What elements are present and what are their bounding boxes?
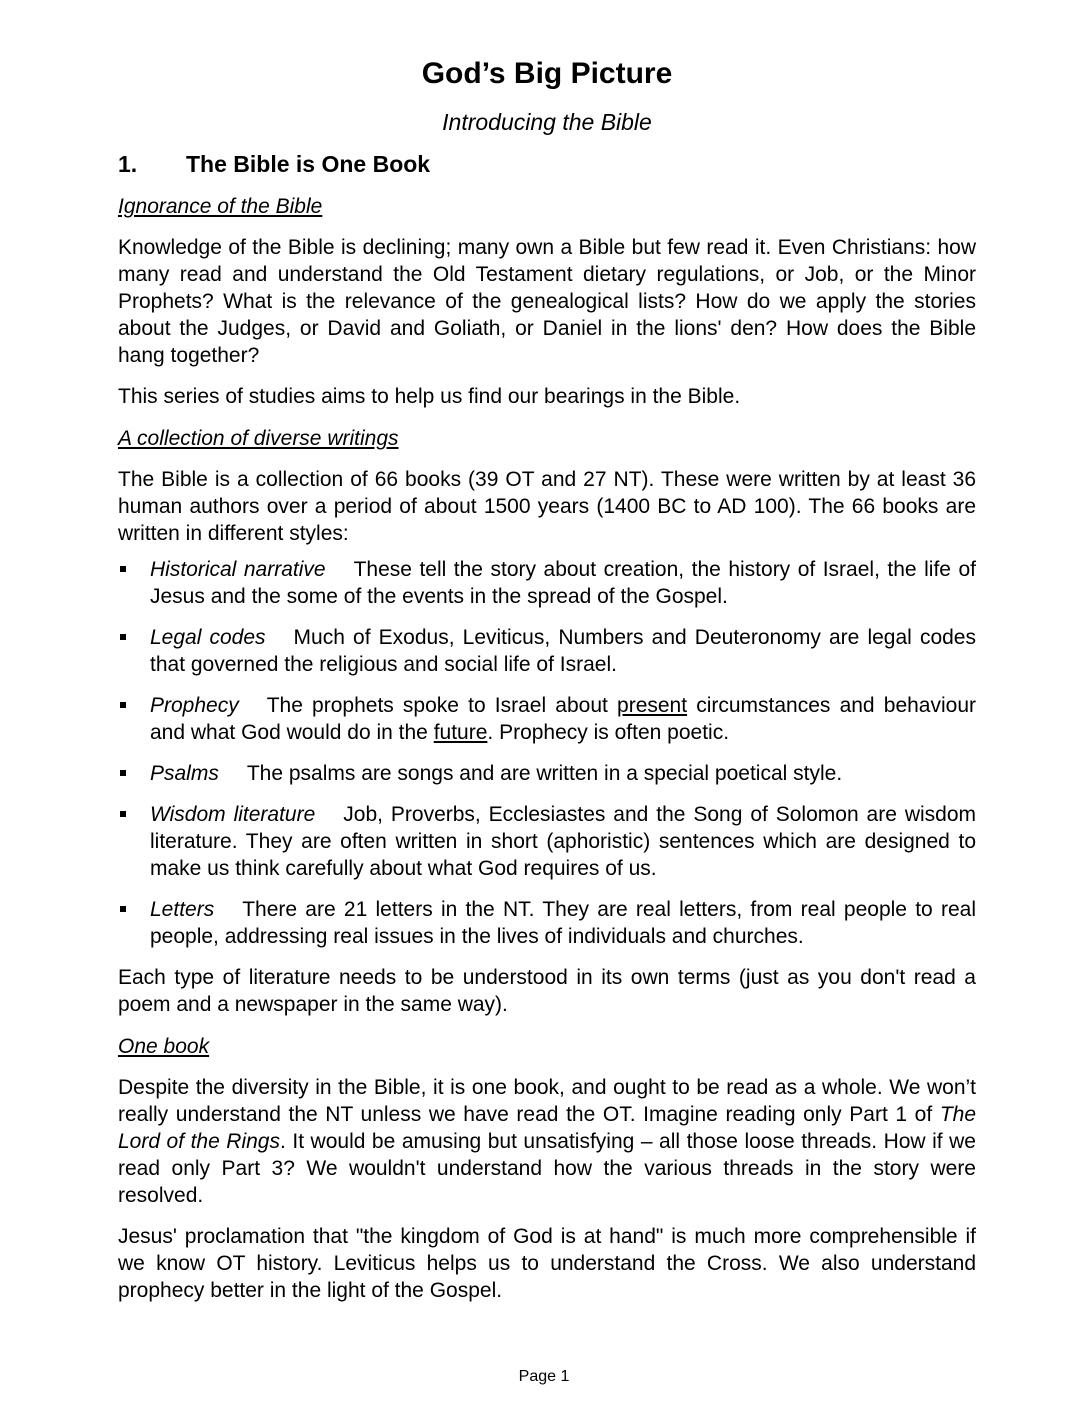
- list-item-psalms: [118, 760, 976, 787]
- paragraph-kingdom: Jesus' proclamation that "the kingdom of God is at hand" is much more comprehensible if we know OT history. Leviticus helps us to understand the Cross. We also understand prophecy better in the light of the Gospel.: [118, 1225, 976, 1302]
- document-page: [118, 48, 976, 1304]
- list-item-text: These tell the story about creation, the history of Israel, the life of Jesus and the some of the events in the spread of the Gospel.: [150, 558, 976, 608]
- list-item-text: The psalms are songs and are written in a special poetical style.: [246, 762, 843, 785]
- list-item-wisdom: [118, 801, 976, 882]
- list-item-term: Historical narrative: [150, 558, 326, 581]
- section-title: The Bible is One Book: [186, 151, 431, 177]
- bullet-square-icon: [120, 702, 126, 708]
- literature-types-list: [118, 556, 976, 950]
- document-subtitle: Introducing the Bible: [442, 109, 652, 135]
- paragraph-text: Despite the diversity in the Bible, it is one book, and ought to be read as a whole. We won’t really understand the NT unless we have read the OT. Imagine reading only Part 1 of: [118, 1076, 976, 1126]
- bullet-square-icon: [120, 811, 126, 817]
- list-item-prophecy: [118, 692, 976, 746]
- section-heading: [118, 150, 976, 178]
- book-title-italic: The Lord of the Rings: [118, 1103, 976, 1153]
- paragraph-ignorance: Knowledge of the Bible is declining; many own a Bible but few read it. Even Christians: how many read and understand the Old Testament dietary regulations, or Job, or the Minor Prophets? What is the relevance of the genealogical lists? How do we apply the stories about the Judges, or David and Goliath, or Daniel in the lions' den? How does the Bible hang together?: [118, 236, 976, 367]
- list-item-text: There are 21 letters in the NT. They are real letters, from real people to real people, addressing real issues in the lives of individuals and churches.: [150, 898, 976, 948]
- document-title: God’s Big Picture: [421, 57, 673, 90]
- paragraph-text: . It would be amusing but unsatisfying – all those loose threads. How if we read only Part 3? We wouldn't understand how the various threads in the story were resolved.: [118, 1130, 976, 1207]
- section-number: 1.: [118, 151, 138, 177]
- list-item-text: . Prophecy is often poetic.: [487, 721, 730, 744]
- list-item-term: Legal codes: [150, 626, 266, 649]
- bullet-square-icon: [120, 634, 126, 640]
- list-item-letters: [118, 896, 976, 950]
- list-item-term: Prophecy: [150, 694, 239, 717]
- bullet-square-icon: [120, 566, 126, 572]
- list-item-legal: [118, 624, 976, 678]
- list-item-term: Letters: [150, 898, 215, 921]
- list-item-historical: [118, 556, 976, 610]
- paragraph-one-book: [118, 1074, 976, 1209]
- page-number: Page 1: [518, 1368, 570, 1385]
- paragraph-literature-terms: Each type of literature needs to be understood in its own terms (just as you don't read a poem and a newspaper in the same way).: [118, 966, 976, 1016]
- subheading-one-book: One book: [118, 1035, 210, 1058]
- list-item-text: The prophets spoke to Israel about: [266, 694, 618, 717]
- underlined-word-present: present: [617, 694, 688, 717]
- list-item-text: Job, Proverbs, Ecclesiastes and the Song of Solomon are wisdom literature. They are often written in short (aphoristic) sentences which are designed to make us think carefully about what God requires of us.: [150, 803, 976, 880]
- list-item-text: Much of Exodus, Leviticus, Numbers and Deuteronomy are legal codes that governed the religious and social life of Israel.: [150, 626, 976, 676]
- list-item-term: Wisdom literature: [150, 803, 316, 826]
- subheading-ignorance: Ignorance of the Bible: [118, 195, 323, 218]
- list-item-term: Psalms: [150, 762, 219, 785]
- bullet-square-icon: [120, 770, 126, 776]
- paragraph-collection: The Bible is a collection of 66 books (39 OT and 27 NT). These were written by at least 36 human authors over a period of about 1500 years (1400 BC to AD 100). The 66 books are written in different styles:: [118, 468, 976, 545]
- paragraph-series-aim: This series of studies aims to help us find our bearings in the Bible.: [118, 385, 741, 408]
- list-item-text: circumstances and behaviour and what God would do in the: [150, 694, 976, 744]
- bullet-square-icon: [120, 906, 126, 912]
- subheading-collection: A collection of diverse writings: [118, 427, 399, 450]
- underlined-word-future: future: [433, 721, 488, 744]
